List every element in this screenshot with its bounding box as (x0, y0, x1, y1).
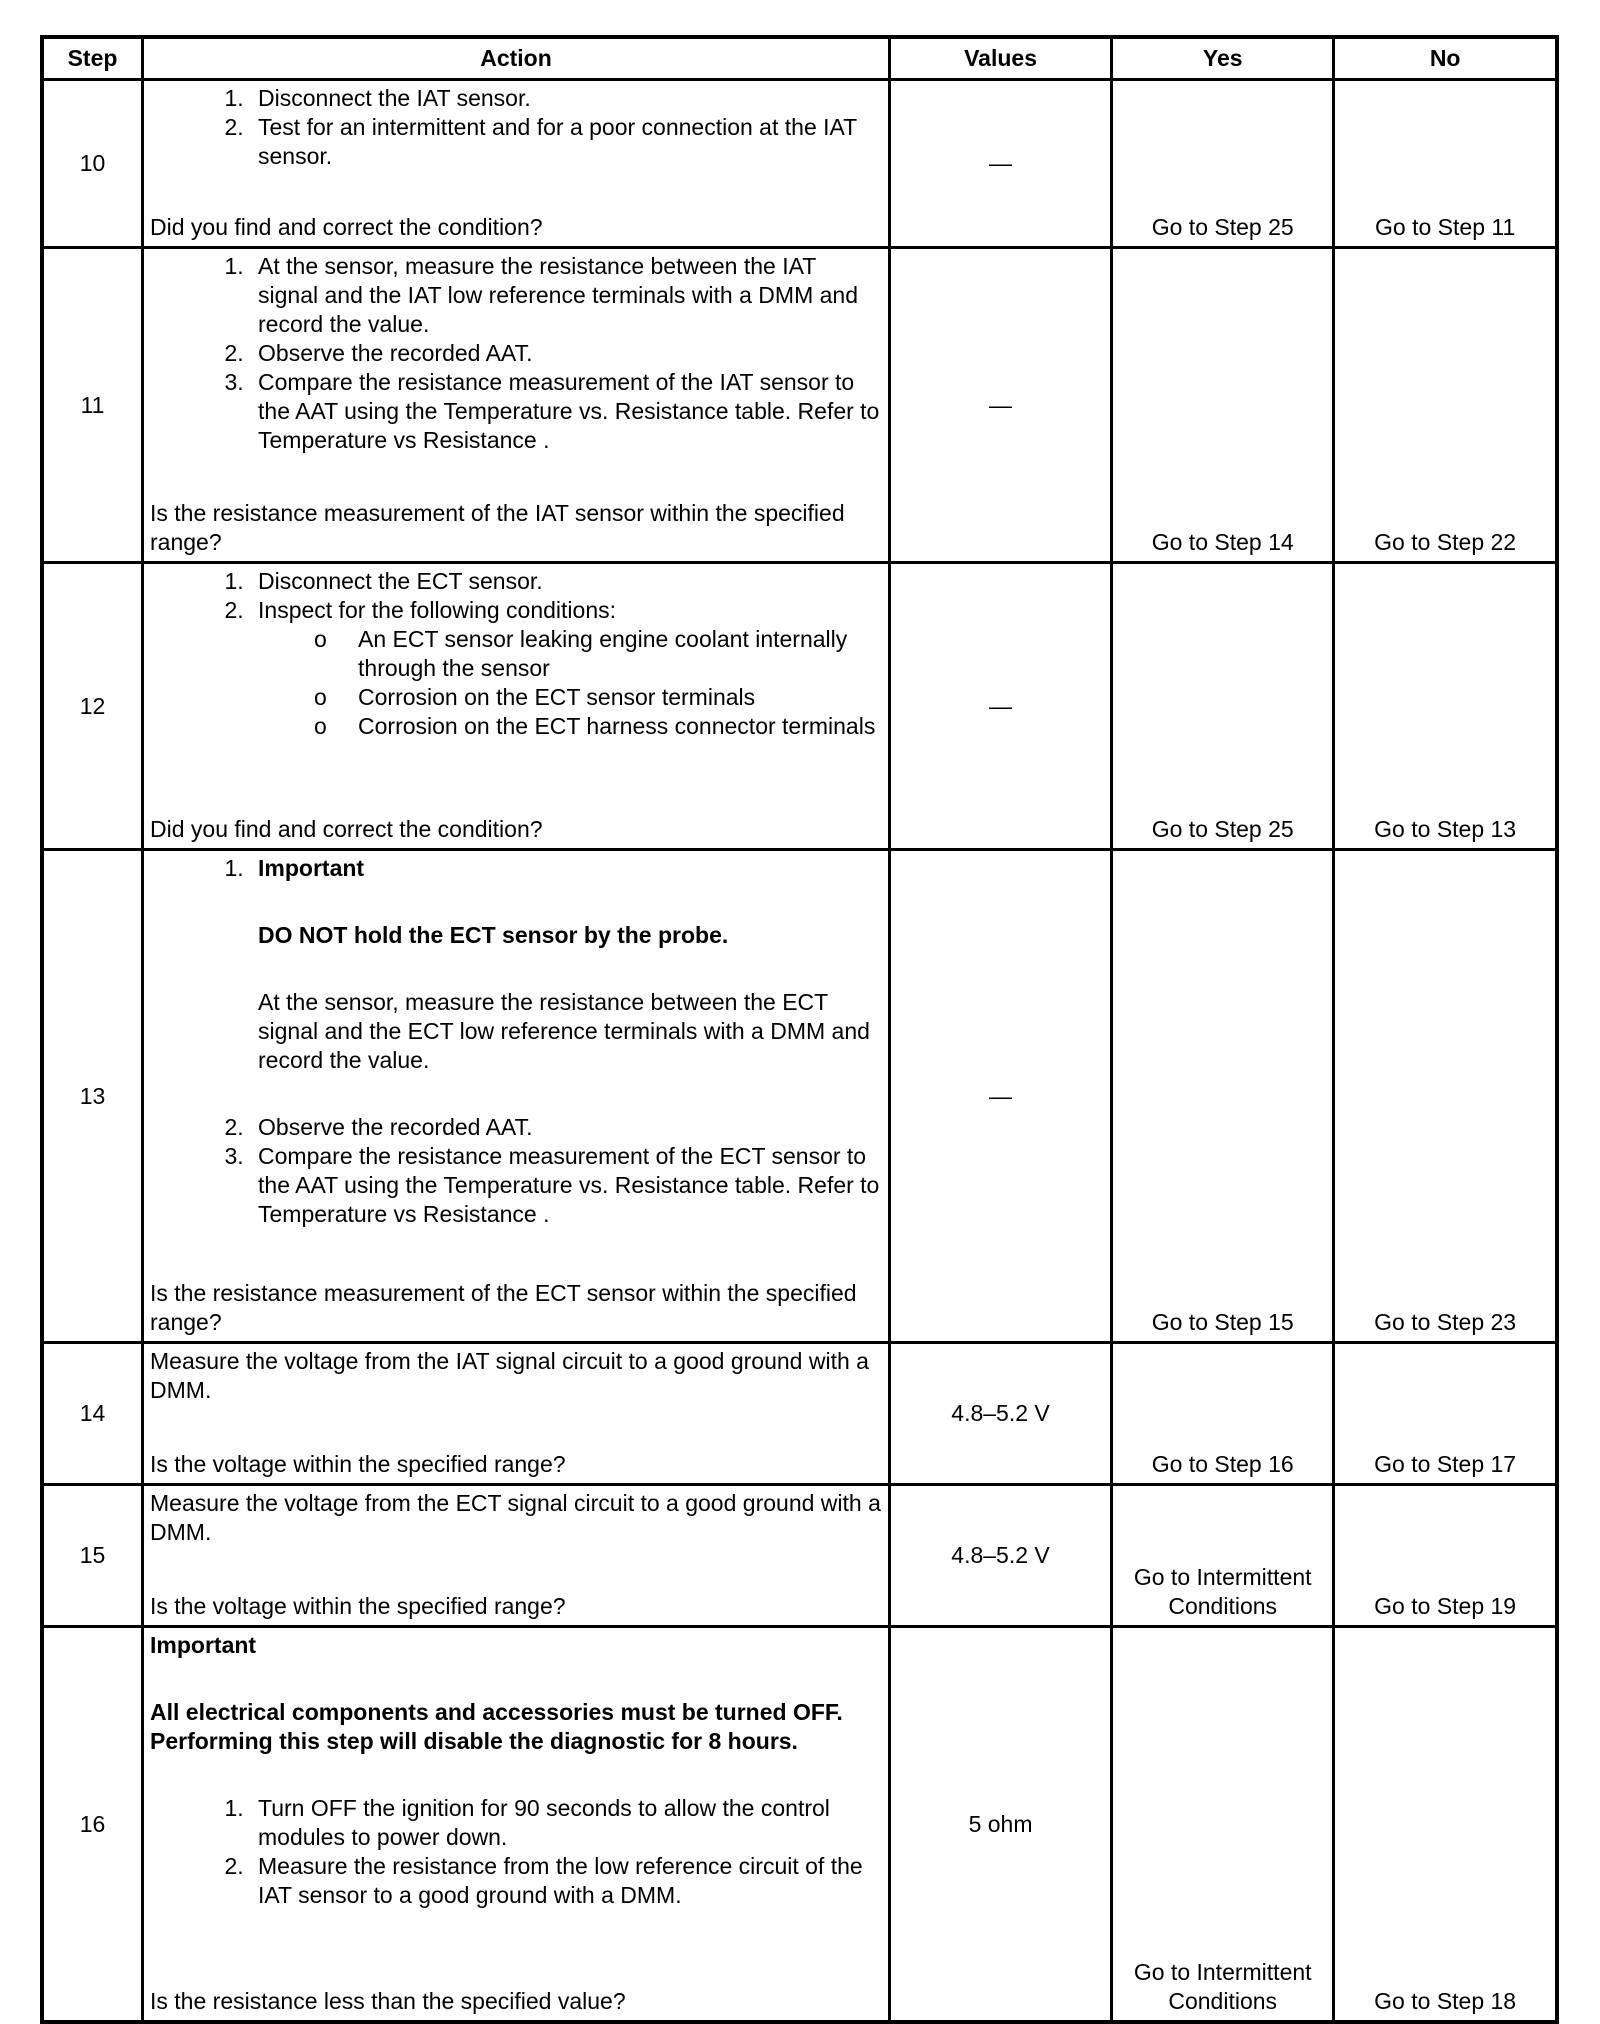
action-cell (143, 1485, 890, 1627)
action-text: Measure the voltage from the ECT signal circuit to a good ground with a DMM. (150, 1490, 881, 1545)
action-cell (143, 850, 890, 1343)
step-number: 14 (42, 1343, 143, 1485)
important-text: All electrical components and accessories must be turned OFF. Performing this step will disable the diagnostic for 8 hours. (150, 1699, 843, 1754)
action-cell (143, 1343, 890, 1485)
yes-cell: Go to Step 25 (1112, 563, 1334, 850)
header-values: Values (889, 37, 1111, 80)
action-step-text: At the sensor, measure the resistance between the ECT signal and the ECT low reference terminals with a DMM and record the value. (258, 989, 870, 1073)
yes-cell: Go to Step 14 (1112, 248, 1334, 563)
no-cell: Go to Step 17 (1334, 1343, 1557, 1485)
header-step: Step (42, 37, 143, 80)
action-step: 2. Observe the recorded AAT. (250, 339, 882, 368)
action-cell (143, 80, 890, 248)
table-row (42, 80, 1557, 248)
important-text: DO NOT hold the ECT sensor by the probe. (258, 922, 729, 948)
no-cell: Go to Step 19 (1334, 1485, 1557, 1627)
action-question: Is the voltage within the specified range? (150, 1451, 566, 1477)
action-step: 2. Measure the resistance from the low reference circuit of the IAT sensor to a good ground with a DMM. (250, 1852, 882, 1910)
header-action: Action (143, 37, 890, 80)
table-row (42, 563, 1557, 850)
value-cell: — (889, 850, 1111, 1343)
value-cell: — (889, 563, 1111, 850)
table-row (42, 850, 1557, 1343)
action-step: 2. Observe the recorded AAT. (250, 1113, 882, 1142)
important-label: Important (150, 1632, 257, 1658)
no-cell: Go to Step 23 (1334, 850, 1557, 1343)
step-number: 15 (42, 1485, 143, 1627)
action-step: 1. Disconnect the IAT sensor. (250, 84, 882, 113)
action-steps (150, 854, 882, 1229)
action-steps (150, 567, 882, 741)
action-step (250, 596, 882, 741)
action-steps (150, 252, 882, 455)
action-question: Did you find and correct the condition? (150, 214, 543, 240)
action-question: Did you find and correct the condition? (150, 816, 543, 842)
action-question: Is the resistance measurement of the ECT sensor within the specified range? (150, 1280, 857, 1335)
action-cell (143, 1627, 890, 2023)
header-yes: Yes (1112, 37, 1334, 80)
yes-cell: Go to Step 25 (1112, 80, 1334, 248)
value-cell: — (889, 248, 1111, 563)
value-cell: — (889, 80, 1111, 248)
table-header-row (42, 37, 1557, 80)
value-cell: 4.8–5.2 V (889, 1485, 1111, 1627)
step-number: 11 (42, 248, 143, 563)
action-question: Is the resistance less than the specified value? (150, 1988, 626, 2014)
action-step: 3. Compare the resistance measurement of the IAT sensor to the AAT using the Temperature vs. Resistance table. Refer to Temperature vs Resistance . (250, 368, 882, 455)
header-no: No (1334, 37, 1557, 80)
action-cell (143, 563, 890, 850)
step-number: 10 (42, 80, 143, 248)
no-cell: Go to Step 22 (1334, 248, 1557, 563)
action-step: 1. Turn OFF the ignition for 90 seconds to allow the control modules to power down. (250, 1794, 882, 1852)
action-steps (150, 1794, 882, 1910)
table-row (42, 1485, 1557, 1627)
table-row (42, 1343, 1557, 1485)
yes-cell: Go to Intermittent Conditions (1112, 1627, 1334, 2023)
value-cell: 4.8–5.2 V (889, 1343, 1111, 1485)
diagnostic-table-page (40, 35, 1559, 2024)
condition-item: o Corrosion on the ECT harness connector terminals (358, 712, 882, 741)
diagnostic-table (40, 35, 1559, 2024)
action-text: Measure the voltage from the IAT signal circuit to a good ground with a DMM. (150, 1348, 869, 1403)
action-step: 1. Disconnect the ECT sensor. (250, 567, 882, 596)
condition-list (258, 625, 882, 741)
action-step (250, 854, 882, 1113)
action-step: 3. Compare the resistance measurement of the ECT sensor to the AAT using the Temperature vs. Resistance table. Refer to Temperature vs Resistance . (250, 1142, 882, 1229)
step-number: 12 (42, 563, 143, 850)
step-number: 13 (42, 850, 143, 1343)
value-cell: 5 ohm (889, 1627, 1111, 2023)
table-row (42, 248, 1557, 563)
action-question: Is the voltage within the specified range? (150, 1593, 566, 1619)
no-cell: Go to Step 13 (1334, 563, 1557, 850)
yes-cell: Go to Step 15 (1112, 850, 1334, 1343)
action-steps (150, 84, 882, 171)
action-cell (143, 248, 890, 563)
action-question: Is the resistance measurement of the IAT sensor within the specified range? (150, 500, 845, 555)
important-label: 1. Important (258, 855, 365, 881)
no-cell: Go to Step 11 (1334, 80, 1557, 248)
condition-item: o An ECT sensor leaking engine coolant internally through the sensor (358, 625, 882, 683)
action-step: 1. At the sensor, measure the resistance between the IAT signal and the IAT low reference terminals with a DMM and record the value. (250, 252, 882, 339)
yes-cell: Go to Step 16 (1112, 1343, 1334, 1485)
condition-item: o Corrosion on the ECT sensor terminals (358, 683, 882, 712)
yes-cell: Go to Intermittent Conditions (1112, 1485, 1334, 1627)
no-cell: Go to Step 18 (1334, 1627, 1557, 2023)
action-step: 2. Test for an intermittent and for a poor connection at the IAT sensor. (250, 113, 882, 171)
step-number: 16 (42, 1627, 143, 2023)
action-step-text: Inspect for the following conditions: (258, 597, 616, 623)
table-row (42, 1627, 1557, 2023)
